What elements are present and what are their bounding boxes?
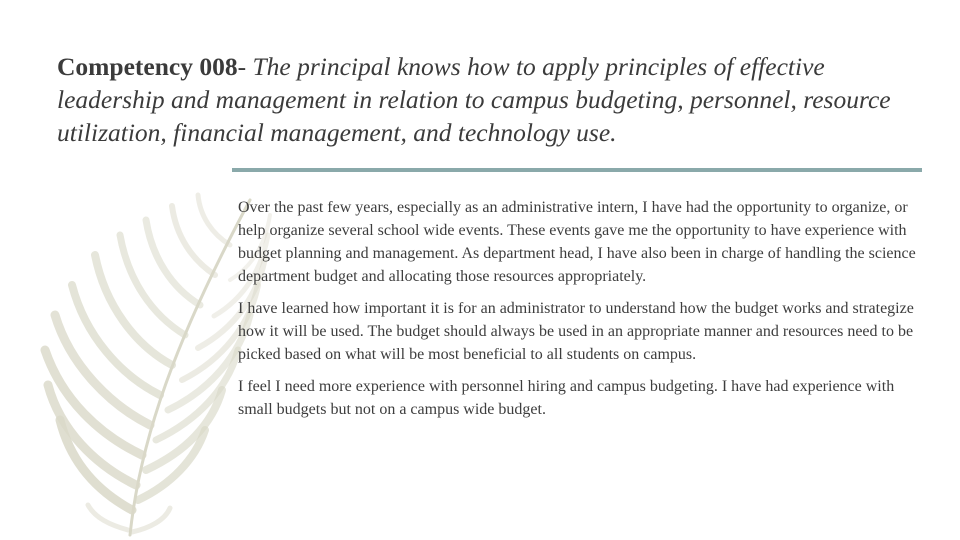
competency-label: Competency 008 (57, 52, 238, 81)
paragraph-experience: Over the past few years, especially as an administrative intern, I have had the opportunity to organize, or help organize several school wide events. These events gave me the opportunity to have experience with budget planning and management. As department head, I have also been in charge of handling the science department budget and allocating those resources appropriately. (238, 199, 916, 285)
competency-description: The principal knows how to apply principles of effective leadership and management in relation to campus budgeting, personnel, resource utilization, financial management, and technology use. (57, 52, 891, 147)
slide-title (57, 50, 937, 149)
accent-divider (232, 168, 922, 172)
paragraph-needs: I feel I need more experience with personnel hiring and campus budgeting. I have had experience with small budgets but not on a campus wide budget. (238, 378, 895, 418)
title-separator: - (237, 52, 247, 81)
body-content (238, 196, 918, 430)
paragraph-learned: I have learned how important it is for an administrator to understand how the budget works and strategize how it will be used. The budget should always be used in an appropriate manner and resources need to be picked based on what will be most beneficial to all students on campus. (238, 300, 914, 363)
